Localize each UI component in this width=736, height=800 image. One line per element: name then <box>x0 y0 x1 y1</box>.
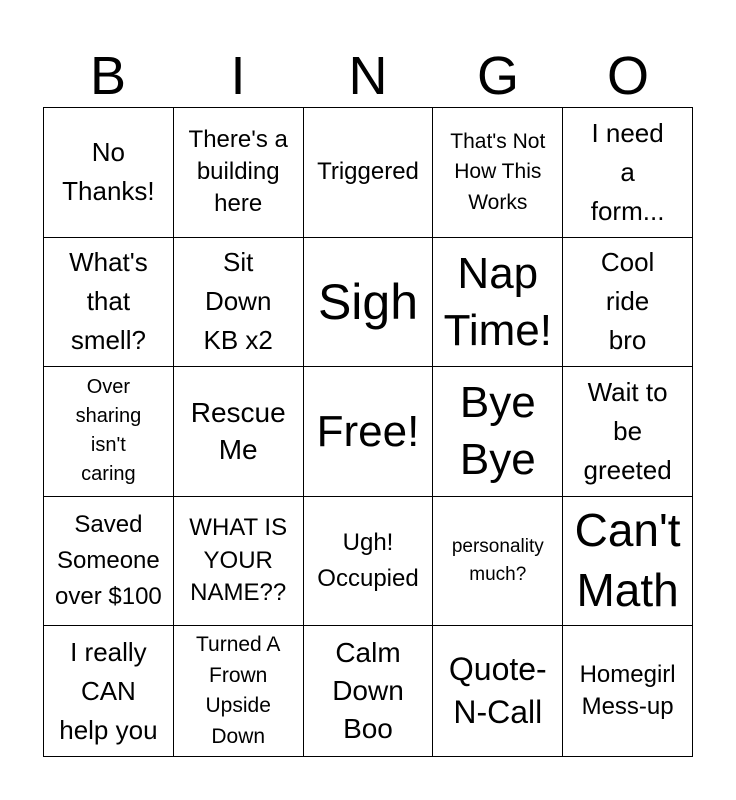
header-letter-b: B <box>89 46 127 106</box>
bingo-cell[interactable]: Ugh! Occupied <box>304 497 434 627</box>
bingo-cell[interactable]: Cool ride bro <box>563 238 693 368</box>
bingo-cell[interactable]: Bye Bye <box>433 367 563 497</box>
bingo-cell[interactable]: WHAT IS YOUR NAME?? <box>174 497 304 627</box>
bingo-header <box>43 44 693 108</box>
bingo-cell[interactable]: Nap Time! <box>433 238 563 368</box>
bingo-cell[interactable]: Sit Down KB x2 <box>174 238 304 368</box>
bingo-cell[interactable]: That's Not How This Works <box>433 108 563 238</box>
bingo-cell[interactable]: No Thanks! <box>44 108 174 238</box>
header-letter-o: O <box>606 46 649 106</box>
bingo-cell[interactable]: personality much? <box>433 497 563 627</box>
bingo-cell[interactable]: Calm Down Boo <box>304 626 434 757</box>
bingo-cell[interactable]: Over sharing isn't caring <box>44 367 174 497</box>
header-letter-i: I <box>230 46 246 106</box>
bingo-cell[interactable]: Wait to be greeted <box>563 367 693 497</box>
bingo-board <box>43 107 693 757</box>
header-letter-g: G <box>476 46 519 106</box>
bingo-cell[interactable]: There's a building here <box>174 108 304 238</box>
bingo-cell[interactable]: What's that smell? <box>44 238 174 368</box>
free-space-cell[interactable]: Free! <box>304 367 434 497</box>
bingo-cell[interactable]: I really CAN help you <box>44 626 174 757</box>
bingo-cell[interactable]: Can't Math <box>563 497 693 627</box>
bingo-cell[interactable]: I need a form... <box>563 108 693 238</box>
header-letter-n: N <box>348 46 388 106</box>
bingo-cell[interactable]: Homegirl Mess-up <box>563 626 693 757</box>
bingo-cell[interactable]: Sigh <box>304 238 434 368</box>
bingo-cell[interactable]: Rescue Me <box>174 367 304 497</box>
bingo-cell[interactable]: Triggered <box>304 108 434 238</box>
bingo-cell[interactable]: Turned A Frown Upside Down <box>174 626 304 757</box>
bingo-cell[interactable]: Saved Someone over $100 <box>44 497 174 627</box>
bingo-cell[interactable]: Quote- N-Call <box>433 626 563 757</box>
